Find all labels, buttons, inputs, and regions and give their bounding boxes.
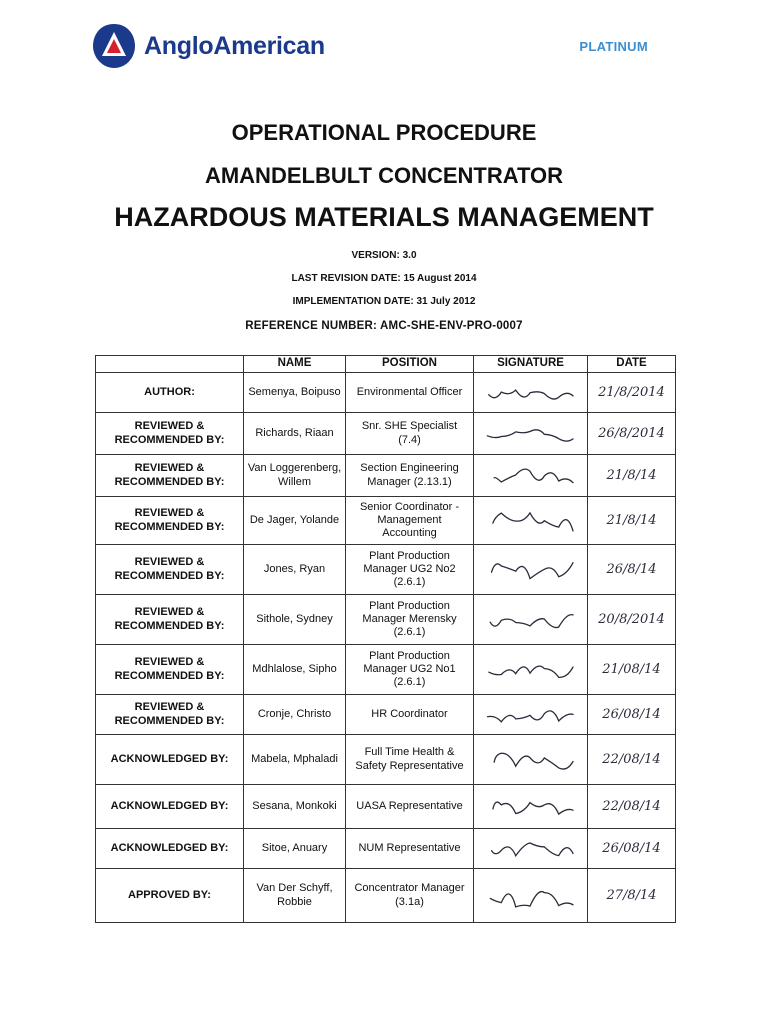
date-cell: 27/8/14 xyxy=(588,869,676,923)
name-cell: Richards, Riaan xyxy=(244,413,346,455)
position-cell: NUM Representative xyxy=(346,829,474,869)
handwritten-signature xyxy=(481,698,581,732)
name-cell: De Jager, Yolande xyxy=(244,497,346,545)
signoff-row xyxy=(96,695,676,735)
signoff-row xyxy=(96,545,676,595)
handwritten-signature xyxy=(481,500,581,542)
implementation-line: IMPLEMENTATION DATE: 31 July 2012 xyxy=(292,296,476,307)
header-role xyxy=(96,356,244,373)
header-position: POSITION xyxy=(346,356,474,373)
signature-cell xyxy=(474,785,588,829)
handwritten-signature xyxy=(481,738,581,782)
handwritten-signature xyxy=(481,832,581,866)
signoff-row xyxy=(96,735,676,785)
name-cell: Van Loggerenberg, Willem xyxy=(244,455,346,497)
name-cell: Jones, Ryan xyxy=(244,545,346,595)
site-title: AMANDELBULT CONCENTRATOR xyxy=(204,163,564,188)
handwritten-signature xyxy=(481,376,581,410)
signature-cell xyxy=(474,497,588,545)
role-cell: REVIEWED & RECOMMENDED BY: xyxy=(96,497,244,545)
signoff-row xyxy=(96,785,676,829)
name-cell: Sitoe, Anuary xyxy=(244,829,346,869)
handwritten-signature xyxy=(481,872,581,920)
position-cell: Plant Production Manager UG2 No1 (2.6.1) xyxy=(346,645,474,695)
version-line: VERSION: 3.0 xyxy=(351,250,417,261)
name-cell: Cronje, Christo xyxy=(244,695,346,735)
reference-number: REFERENCE NUMBER: AMC-SHE-ENV-PRO-0007 xyxy=(245,320,523,332)
handwritten-signature xyxy=(481,458,581,494)
division-label: PLATINUM xyxy=(579,39,648,54)
date-cell: 26/8/14 xyxy=(588,545,676,595)
date-cell: 22/08/14 xyxy=(588,785,676,829)
signoff-row xyxy=(96,595,676,645)
signature-cell xyxy=(474,829,588,869)
procedure-title: HAZARDOUS MATERIALS MANAGEMENT xyxy=(114,202,654,232)
position-cell: UASA Representative xyxy=(346,785,474,829)
signature-cell xyxy=(474,455,588,497)
name-cell: Sithole, Sydney xyxy=(244,595,346,645)
date-cell: 21/8/14 xyxy=(588,455,676,497)
role-cell: ACKNOWLEDGED BY: xyxy=(96,829,244,869)
handwritten-signature xyxy=(481,788,581,826)
signoff-row xyxy=(96,869,676,923)
name-cell: Sesana, Monkoki xyxy=(244,785,346,829)
signoff-row xyxy=(96,373,676,413)
handwritten-signature xyxy=(481,648,581,692)
role-cell: REVIEWED & RECOMMENDED BY: xyxy=(96,695,244,735)
approval-table-header xyxy=(96,356,676,373)
handwritten-signature xyxy=(481,548,581,592)
signoff-row xyxy=(96,413,676,455)
position-cell: Environmental Officer xyxy=(346,373,474,413)
position-cell: Full Time Health & Safety Representative xyxy=(346,735,474,785)
approval-table xyxy=(95,355,676,923)
name-cell: Mabela, Mphaladi xyxy=(244,735,346,785)
role-cell: ACKNOWLEDGED BY: xyxy=(96,785,244,829)
company-logo xyxy=(90,22,325,70)
role-cell: REVIEWED & RECOMMENDED BY: xyxy=(96,413,244,455)
signoff-row xyxy=(96,455,676,497)
signature-cell xyxy=(474,545,588,595)
date-cell: 21/08/14 xyxy=(588,645,676,695)
role-cell: REVIEWED & RECOMMENDED BY: xyxy=(96,645,244,695)
date-cell: 21/8/14 xyxy=(588,497,676,545)
date-cell: 22/08/14 xyxy=(588,735,676,785)
role-cell: ACKNOWLEDGED BY: xyxy=(96,735,244,785)
date-cell: 26/08/14 xyxy=(588,695,676,735)
signature-cell xyxy=(474,645,588,695)
role-cell: APPROVED BY: xyxy=(96,869,244,923)
anglo-american-logo-icon xyxy=(90,22,138,70)
position-cell: Plant Production Manager UG2 No2 (2.6.1) xyxy=(346,545,474,595)
signoff-row xyxy=(96,497,676,545)
date-cell: 26/08/14 xyxy=(588,829,676,869)
last-revision-line: LAST REVISION DATE: 15 August 2014 xyxy=(291,273,477,284)
position-cell: Senior Coordinator - Management Accounting xyxy=(346,497,474,545)
name-cell: Semenya, Boipuso xyxy=(244,373,346,413)
date-cell: 20/8/2014 xyxy=(588,595,676,645)
signature-cell xyxy=(474,695,588,735)
header-date: DATE xyxy=(588,356,676,373)
signature-cell xyxy=(474,373,588,413)
signature-cell xyxy=(474,735,588,785)
handwritten-signature xyxy=(481,416,581,452)
signature-cell xyxy=(474,413,588,455)
role-cell: REVIEWED & RECOMMENDED BY: xyxy=(96,545,244,595)
handwritten-signature xyxy=(481,598,581,642)
position-cell: Section Engineering Manager (2.13.1) xyxy=(346,455,474,497)
name-cell: Van Der Schyff, Robbie xyxy=(244,869,346,923)
header-name: NAME xyxy=(244,356,346,373)
role-cell: AUTHOR: xyxy=(96,373,244,413)
position-cell: Snr. SHE Specialist (7.4) xyxy=(346,413,474,455)
position-cell: Concentrator Manager (3.1a) xyxy=(346,869,474,923)
role-cell: REVIEWED & RECOMMENDED BY: xyxy=(96,455,244,497)
date-cell: 21/8/2014 xyxy=(588,373,676,413)
role-cell: REVIEWED & RECOMMENDED BY: xyxy=(96,595,244,645)
name-cell: Mdhlalose, Sipho xyxy=(244,645,346,695)
company-name: AngloAmerican xyxy=(144,31,325,60)
signoff-row xyxy=(96,645,676,695)
position-cell: Plant Production Manager Merensky (2.6.1) xyxy=(346,595,474,645)
signature-cell xyxy=(474,595,588,645)
header-signature: SIGNATURE xyxy=(474,356,588,373)
signature-cell xyxy=(474,869,588,923)
date-cell: 26/8/2014 xyxy=(588,413,676,455)
position-cell: HR Coordinator xyxy=(346,695,474,735)
doc-type-title: OPERATIONAL PROCEDURE xyxy=(231,120,537,145)
signoff-row xyxy=(96,829,676,869)
